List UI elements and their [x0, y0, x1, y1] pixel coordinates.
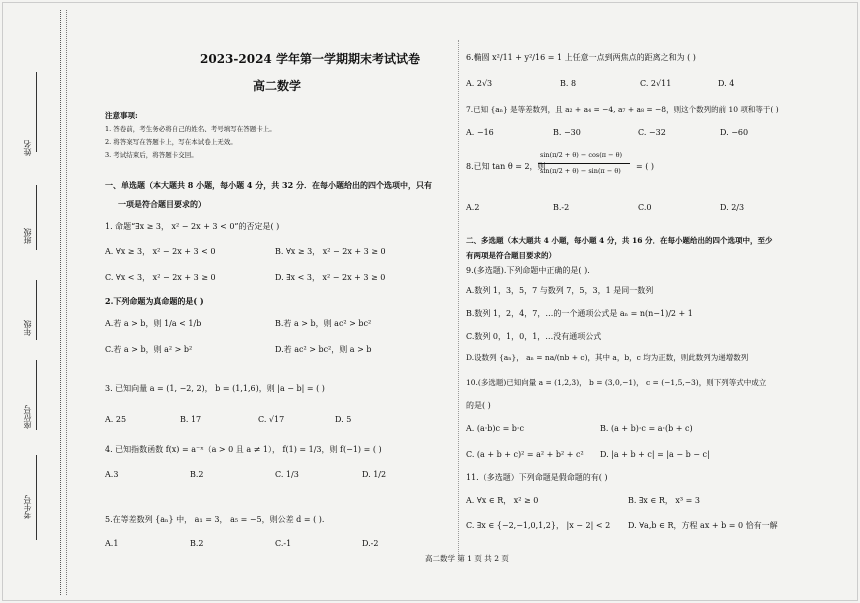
q1-option-c[interactable]: C. ∀x < 3， x² − 2x + 3 ≥ 0	[105, 273, 216, 282]
q5-option-b[interactable]: B.2	[190, 539, 204, 548]
q3-option-c[interactable]: C. √17	[258, 415, 285, 424]
q2-stem: 2.下列命题为真命题的是( )	[105, 296, 204, 306]
q4-stem: 4. 已知指数函数 f(x) = a⁻ˣ（a > 0 且 a ≠ 1）， f(1) = 1/3，则 f(−1) = ( )	[105, 445, 382, 454]
notes-item: 3. 考试结束后，将答题卡交回。	[105, 151, 198, 159]
q7-option-b[interactable]: B. −30	[553, 128, 581, 137]
q8-tail: = ( )	[636, 162, 655, 171]
q2-option-a[interactable]: A.若 a > b，则 1/a < 1/b	[105, 319, 202, 328]
notes-item: 2. 将答案写在答题卡上，写在本试卷上无效。	[105, 138, 237, 146]
q5-option-a[interactable]: A.1	[105, 539, 119, 548]
q3-option-b[interactable]: B. 17	[180, 415, 202, 424]
class-blank-line	[36, 185, 37, 250]
q9-option-c[interactable]: C.数列 0，1，0，1，…没有通项公式	[466, 332, 602, 341]
q6-option-d[interactable]: D. 4	[718, 79, 735, 88]
q7-stem: 7.已知 {aₙ} 是等差数列，且 a₂ + a₄ = −4, a₇ + a₈ = −8，则这个数列的前 10 项和等于( )	[466, 105, 779, 114]
q10-stem-2: 的是( )	[466, 401, 491, 410]
q8-fraction-denominator: sin(π/2 + θ) − sin(π − θ)	[540, 167, 621, 175]
q11-option-d[interactable]: D. ∀a,b ∈ R，方程 ax + b = 0 恰有一解	[628, 521, 778, 530]
fold-line-inner	[66, 10, 67, 595]
notes-heading: 注意事项:	[105, 111, 138, 120]
q9-option-b[interactable]: B.数列 1，2，4，7，…的一个通项公式是 aₙ = n(n−1)/2 + 1	[466, 309, 693, 318]
q7-option-d[interactable]: D. −60	[720, 128, 749, 137]
exam-title: 2023-2024 学年第一学期期末考试试卷	[200, 52, 420, 66]
side-field-seat: 座位号	[23, 405, 32, 429]
q2-option-b[interactable]: B.若 a > b，则 ac² > bc²	[275, 319, 372, 328]
q10-option-c[interactable]: C. (a + b + c)² = a² + b² + c²	[466, 450, 584, 459]
q8-option-b[interactable]: B.-2	[553, 203, 570, 212]
q7-option-c[interactable]: C. −32	[638, 128, 666, 137]
column-divider	[458, 40, 459, 560]
side-field-examno: 考生号	[23, 495, 32, 519]
q5-stem: 5.在等差数列 {aₙ} 中， a₁ = 3， a₅ = −5，则公差 d = ( ).	[105, 515, 325, 524]
q8-option-a[interactable]: A.2	[466, 203, 480, 212]
q6-option-b[interactable]: B. 8	[560, 79, 577, 88]
q3-option-a[interactable]: A. 25	[105, 415, 127, 424]
name-blank-line	[36, 72, 37, 152]
q10-option-b[interactable]: B. (a + b)·c = a·(b + c)	[600, 424, 693, 433]
q11-option-b[interactable]: B. ∃x ∈ R， x³ = 3	[628, 496, 700, 505]
q9-option-a[interactable]: A.数列 1，3，5，7 与数列 7，5，3，1 是同一数列	[466, 286, 654, 295]
q4-option-c[interactable]: C. 1/3	[275, 470, 299, 479]
q1-option-b[interactable]: B. ∀x ≥ 3， x² − 2x + 3 ≥ 0	[275, 247, 386, 256]
q11-stem: 11.（多选题）下列命题是假命题的有( )	[466, 473, 608, 482]
q10-option-a[interactable]: A. (a·b)c = b·c	[466, 424, 524, 433]
q5-option-c[interactable]: C.-1	[275, 539, 292, 548]
q3-option-d[interactable]: D. 5	[335, 415, 352, 424]
examno-blank-line	[36, 455, 37, 540]
q1-option-d[interactable]: D. ∃x < 3， x² − 2x + 3 ≥ 0	[275, 273, 386, 282]
q10-option-d[interactable]: D. |a + b + c| = |a − b − c|	[600, 450, 710, 459]
section2-heading-2: 有两项是符合题目要求的）	[466, 251, 556, 260]
exam-subject: 高二数学	[253, 79, 302, 93]
q4-option-d[interactable]: D. 1/2	[362, 470, 387, 479]
q7-option-a[interactable]: A. −16	[466, 128, 494, 137]
section1-heading: 一、单选题（本大题共 8 小题，每小题 4 分，共 32 分．在每小题给出的四个选项中，只有	[105, 180, 432, 190]
q9-stem: 9.(多选题).下列命题中正确的是( ).	[466, 266, 590, 275]
q4-option-b[interactable]: B.2	[190, 470, 204, 479]
section1-heading-2: 一项是符合题目要求的）	[118, 199, 206, 209]
q4-option-a[interactable]: A.3	[105, 470, 119, 479]
q11-option-c[interactable]: C. ∃x ∈ {−2,−1,0,1,2}， |x − 2| < 2	[466, 521, 611, 530]
q1-stem: 1. 命题“∃x ≥ 3， x² − 2x + 3 < 0”的否定是( )	[105, 222, 280, 231]
fold-line	[60, 10, 61, 595]
q11-option-a[interactable]: A. ∀x ∈ R， x² ≥ 0	[466, 496, 539, 505]
q2-option-d[interactable]: D.若 ac² > bc²，则 a > b	[275, 345, 372, 354]
q5-option-d[interactable]: D.-2	[362, 539, 379, 548]
q8-fraction-numerator: sin(π/2 + θ) − cos(π − θ)	[540, 151, 623, 159]
section2-heading: 二、多选题（本大题共 4 小题，每小题 4 分，共 16 分．在每小题给出的四个选项中，至少	[466, 236, 773, 245]
page-footer: 高二数学 第 1 页 共 2 页	[425, 554, 509, 563]
side-field-class: 班级	[23, 228, 32, 244]
q6-option-a[interactable]: A. 2√3	[466, 79, 493, 88]
q1-option-a[interactable]: A. ∀x ≥ 3， x² − 2x + 3 < 0	[105, 247, 216, 256]
side-field-name: 姓名	[23, 140, 32, 156]
q9-option-d[interactable]: D.设数列 {aₙ}， aₙ = na/(nb + c)，其中 a，b，c 均为正数，则此数列为递增数列	[466, 353, 749, 362]
q6-option-c[interactable]: C. 2√11	[640, 79, 672, 88]
side-field-grade: 年级	[23, 320, 32, 336]
notes-item: 1. 答卷前，考生务必将自己的姓名、考号填写在答题卡上。	[105, 125, 276, 133]
grade-blank-line	[36, 280, 37, 340]
q2-option-c[interactable]: C.若 a > b，则 a² > b²	[105, 345, 193, 354]
q8-stem: 8.已知 tan θ = 2，则	[466, 162, 546, 171]
q10-stem: 10.(多选题)已知向量 a = (1,2,3)， b = (3,0,−1)， c = (−1,5,−3)，则下列等式中成立	[466, 378, 767, 387]
q6-stem: 6.椭圆 x²/11 + y²/16 = 1 上任意一点到两焦点的距离之和为 ( )	[466, 53, 696, 62]
q8-fraction-bar	[538, 163, 630, 164]
q8-option-c[interactable]: C.0	[638, 203, 652, 212]
q3-stem: 3. 已知向量 a = (1, −2, 2)， b = (1,1,6)，则 |a − b| = ( )	[105, 384, 325, 393]
q8-option-d[interactable]: D. 2/3	[720, 203, 745, 212]
seat-blank-line	[36, 360, 37, 430]
